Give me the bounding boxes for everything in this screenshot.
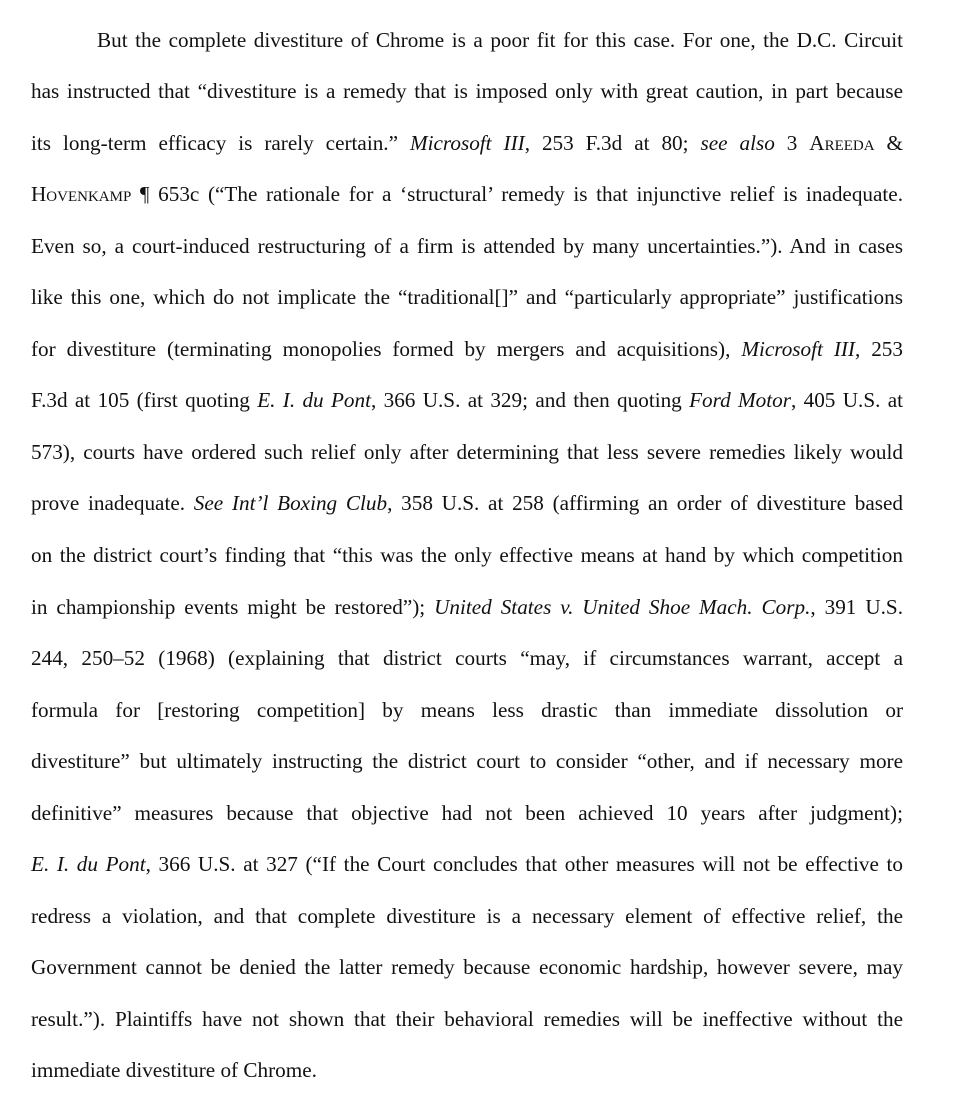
text-line: [31, 542, 903, 568]
text-run: , 253 F.3d at 80;: [524, 131, 701, 155]
text-line: [31, 181, 903, 207]
text-run: , 366 U.S. at 329; and then quoting: [370, 388, 690, 412]
text-run: 3: [774, 131, 810, 155]
citation-italic: Ford Motor: [689, 388, 791, 412]
text-run: redress a violation, and that complete divestiture is a necessary element of effective relief, the: [31, 904, 903, 928]
text-run: , 253: [855, 337, 903, 361]
citation-italic: Microsoft III: [741, 337, 855, 361]
text-line: [31, 233, 903, 259]
text-line: [31, 594, 903, 620]
text-run: ¶ 653c (“The rationale for a ‘structural’ remedy is that injunctive relief is inadequate.: [131, 182, 903, 206]
text-line: [31, 800, 903, 826]
text-run: &: [874, 131, 904, 155]
text-run: , 391 U.S.: [810, 595, 903, 619]
text-line: [31, 903, 903, 929]
text-run: Government cannot be denied the latter remedy because economic hardship, however severe, may: [31, 955, 903, 979]
text-run: Even so, a court-induced restructuring of a firm is attended by many uncertainties.”). And in cases: [31, 234, 903, 258]
text-run: But the complete divestiture of Chrome is a poor fit for this case. For one, the D.C. Circuit: [97, 28, 903, 52]
text-line: [31, 387, 903, 413]
text-run: for divestiture (terminating monopolies formed by mergers and acquisitions),: [31, 337, 742, 361]
citation-italic: Microsoft III: [409, 131, 525, 155]
text-run: result.”). Plaintiffs have not shown that their behavioral remedies will be ineffective without the: [31, 1007, 903, 1031]
text-run: , 405 U.S. at: [791, 388, 904, 412]
author-small-caps: Areeda: [809, 131, 875, 155]
citation-italic: E. I. du Pont: [31, 852, 146, 876]
text-line: [31, 954, 903, 980]
text-line: [31, 130, 903, 156]
text-run: has instructed that “divestiture is a remedy that is imposed only with great caution, in part because: [31, 79, 903, 103]
text-line: [31, 78, 903, 104]
text-run: immediate divestiture of Chrome.: [31, 1058, 317, 1082]
text-run: like this one, which do not implicate the “traditional[]” and “particularly appropriate” justifications: [31, 285, 903, 309]
text-run: , 358 U.S. at 258 (affirming an order of divestiture based: [387, 491, 903, 515]
text-line: [31, 284, 903, 310]
text-line: [31, 1057, 903, 1083]
text-line: [31, 697, 903, 723]
text-run: 244, 250–52 (1968) (explaining that district courts “may, if circumstances warrant, accept a: [31, 646, 903, 670]
text-run: in championship events might be restored”);: [31, 595, 435, 619]
citation-italic: E. I. du Pont: [257, 388, 371, 412]
text-line: [31, 490, 903, 516]
text-run: prove inadequate.: [31, 491, 194, 515]
text-line: [31, 336, 903, 362]
text-line: [31, 748, 903, 774]
text-line: [31, 439, 903, 465]
text-line: [31, 1006, 903, 1032]
author-small-caps: Hovenkamp: [31, 182, 132, 206]
text-run: on the district court’s finding that “this was the only effective means at hand by which competition: [31, 543, 903, 567]
text-line: [31, 851, 903, 877]
text-run: F.3d at 105 (first quoting: [31, 388, 258, 412]
text-run: definitive” measures because that objective had not been achieved 10 years after judgment);: [31, 801, 903, 825]
text-line: [97, 27, 903, 53]
citation-italic: United States v. United Shoe Mach. Corp.: [434, 595, 811, 619]
text-run: divestiture” but ultimately instructing the district court to consider “other, and if necessary more: [31, 749, 903, 773]
text-run: formula for [restoring competition] by means less drastic than immediate dissolution or: [31, 698, 903, 722]
text-run: 573), courts have ordered such relief only after determining that less severe remedies likely would: [31, 440, 903, 464]
text-run: , 366 U.S. at 327 (“If the Court concludes that other measures will not be effective to: [145, 852, 903, 876]
text-run: its long-term efficacy is rarely certain.”: [31, 131, 410, 155]
citation-italic: See Int’l Boxing Club: [193, 491, 388, 515]
citation-italic: see also: [700, 131, 775, 155]
text-line: [31, 645, 903, 671]
